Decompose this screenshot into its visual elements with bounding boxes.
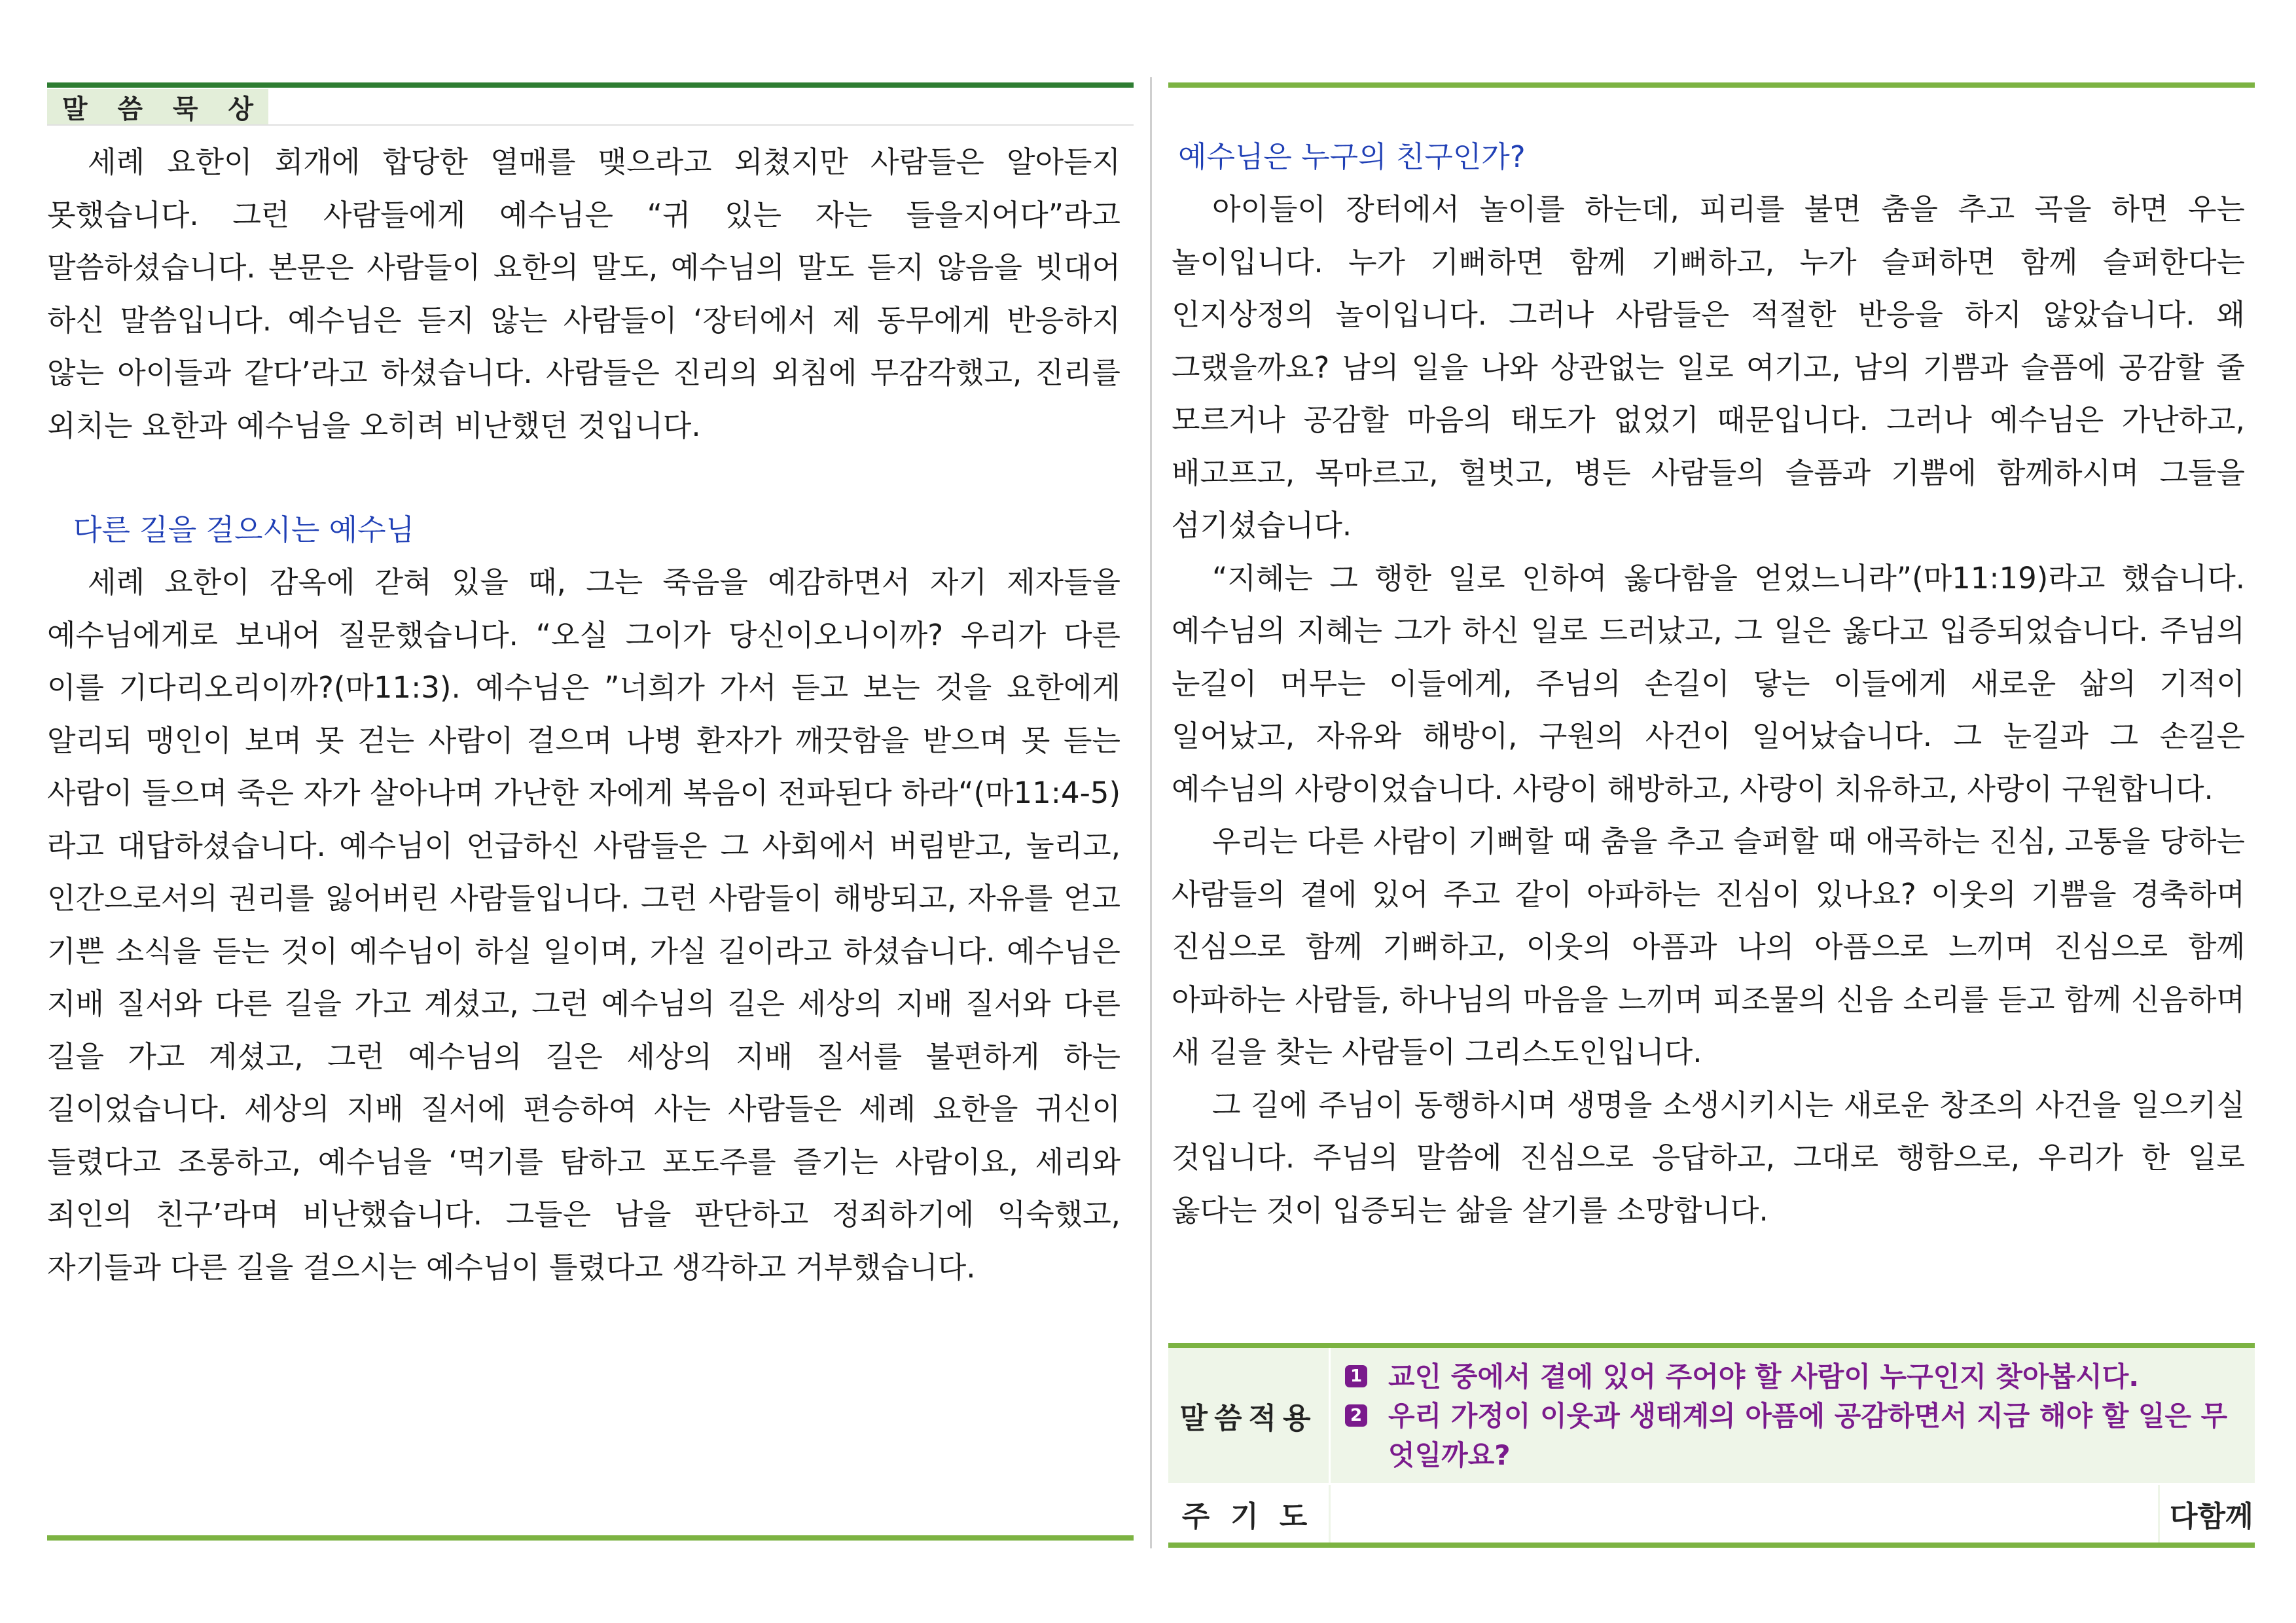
number-badge-icon: 1 (1345, 1365, 1367, 1387)
left-intro-text (47, 136, 1121, 452)
section-tab-char: 상 (228, 94, 254, 124)
right-paragraph: 우리는 다른 사람이 기뻐할 때 춤을 추고 슬퍼할 때 애곡하는 진심, 고통을 당하는 사람들의 곁에 있어 주고 같이 아파하는 진심이 있나요? 이웃의 기쁨을 경축하며 진심으로 함께 기뻐하고, 이웃의 아픔과 나의 아픔으로 느끼며 진심으로 함께 아파하는 사람들, 하나님의 마음을 느끼며 피조물의 신음 소리를 듣고 함께 신음하며 새 길을 찾는 사람들이 그리스도인입니다. (1172, 824, 2246, 1069)
apply-item-text: 우리 가정이 이웃과 생태계의 아픔에 공감하면서 지금 해야 할 일은 무엇일까요? (1388, 1400, 2228, 1471)
apply-item-text: 교인 중에서 곁에 있어 주어야 할 사람이 누구인지 찾아봅시다. (1388, 1361, 2140, 1393)
body-paragraph: 세례 요한이 감옥에 갇혀 있을 때, 그는 죽음을 예감하면서 자기 제자들을 예수님에게로 보내어 질문했습니다. “오실 그이가 당신이오니이까? 우리가 다른 이를 기다리오리이까?(마11:3). 예수님은 ”너희가 가서 듣고 보는 것을 요한에게 알리되 맹인이 보며 못 걷는 사람이 걸으며 나병 환자가 깨끗함을 받으며 못 듣는 사람이 들으며 죽은 자가 살아나며 가난한 자에게 복음이 전파된다 하라“(마11:4-5)라고 대답하셨습니다. 예수님이 언급하신 사람들은 그 사회에서 버림받고, 눌리고, 인간으로서의 권리를 잃어버린 사람들입니다. 그런 사람들이 해방되고, 자유를 얻고 기쁜 소식을 듣는 것이 예수님이 하실 일이며, 가실 길이라고 하셨습니다. 예수님은 지배 질서와 다른 길을 가고 계셨고, 그런 예수님의 길은 세상의 지배 질서와 다른 길을 가고 계셨고, 그런 예수님의 길은 세상의 지배 질서를 불편하게 하는 길이었습니다. 세상의 지배 질서에 편승하여 사는 사람들은 세례 요한을 귀신이 들렸다고 조롱하고, 예수님을 ‘먹기를 탐하고 포도주를 즐기는 사람이요, 세리와 죄인의 친구’라며 비난했습니다. 그들은 남을 판단하고 정죄하기에 익숙했고, 자기들과 다른 길을 걸으시는 예수님이 틀렸다고 생각하고 거부했습니다. (47, 565, 1121, 1285)
together-cell (2160, 1485, 2255, 1543)
prayer-blank-cell (1329, 1485, 2160, 1543)
column-divider (1150, 77, 1152, 1548)
together-char: 께 (2225, 1500, 2253, 1533)
prayer-label: 주기도 (1181, 1500, 1329, 1533)
section-tab-char: 말 (62, 94, 88, 124)
table-bottom-rule (1168, 1543, 2255, 1548)
left-heading: 다른 길을 걸으시는 예수님 (73, 512, 415, 547)
left-body-text (47, 556, 1121, 1294)
apply-items (1345, 1357, 2248, 1475)
tab-underline (47, 124, 1134, 126)
section-tab (47, 89, 268, 124)
apply-label: 말씀적용 (1179, 1402, 1318, 1435)
table-top-rule (1168, 1343, 2255, 1348)
section-tab-char: 씀 (117, 94, 143, 124)
apply-item (1345, 1397, 2248, 1475)
together-char: 함 (2197, 1500, 2226, 1533)
section-tab-char: 묵 (172, 94, 198, 124)
left-bottom-rule (47, 1535, 1134, 1541)
left-top-rule (47, 82, 1134, 88)
right-paragraph: 그 길에 주님이 동행하시며 생명을 소생시키시는 새로운 창조의 사건을 일으키실 것입니다. 주님의 말씀에 진심으로 응답하고, 그대로 행함으로, 우리가 한 일로 옳다는 것이 입증되는 삶을 살기를 소망합니다. (1172, 1087, 2245, 1228)
right-paragraph: “지혜는 그 행한 일로 인하여 옳다함을 얻었느니라”(마11:19)라고 했습니다. 예수님의 지혜는 그가 하신 일로 드러났고, 그 일은 옳다고 입증되었습니다. 주님의 눈길이 머무는 이들에게, 주님의 손길이 닿는 이들에게 새로운 삶의 기적이 일어났고, 자유와 해방이, 구원의 사건이 일어났습니다. 그 눈길과 그 손길은 예수님의 사랑이었습니다. 사랑이 해방하고, 사랑이 치유하고, 사랑이 구원합니다. (1172, 560, 2245, 806)
together-char: 다 (2170, 1500, 2198, 1533)
intro-paragraph: 세례 요한이 회개에 합당한 열매를 맺으라고 외쳤지만 사람들은 알아듣지 못했습니다. 그런 사람들에게 예수님은 “귀 있는 자는 들을지어다”라고 말씀하셨습니다. 본문은 사람들이 요한의 말도, 예수님의 말도 듣지 않음을 빗대어 하신 말씀입니다. 예수님은 듣지 않는 사람들이 ‘장터에서 제 동무에게 반응하지 않는 아이들과 같다’라고 하셨습니다. 사람들은 진리의 외침에 무감각했고, 진리를 외치는 요한과 예수님을 오히려 비난했던 것입니다. (47, 145, 1121, 443)
apply-separator (1329, 1348, 1331, 1483)
number-badge-icon: 2 (1345, 1404, 1367, 1427)
right-heading: 예수님은 누구의 친구인가? (1178, 139, 1526, 174)
right-body-text (1172, 183, 2245, 1237)
right-top-rule (1168, 82, 2255, 88)
right-paragraph: 아이들이 장터에서 놀이를 하는데, 피리를 불면 춤을 추고 곡을 하면 우는 놀이입니다. 누가 기뻐하면 함께 기뻐하고, 누가 슬퍼하면 함께 슬퍼한다는 인지상정의 놀이입니다. 그러나 사람들은 적절한 반응을 하지 않았습니다. 왜 그랬을까요? 남의 일을 나와 상관없는 일로 여기고, 남의 기쁨과 슬픔에 공감할 줄 모르거나 공감할 마음의 태도가 없었기 때문입니다. 그러나 예수님은 가난하고, 배고프고, 목마르고, 헐벗고, 병든 사람들의 슬픔과 기쁨에 함께하시며 그들을 섬기셨습니다. (1172, 192, 2245, 543)
apply-item (1345, 1357, 2248, 1397)
